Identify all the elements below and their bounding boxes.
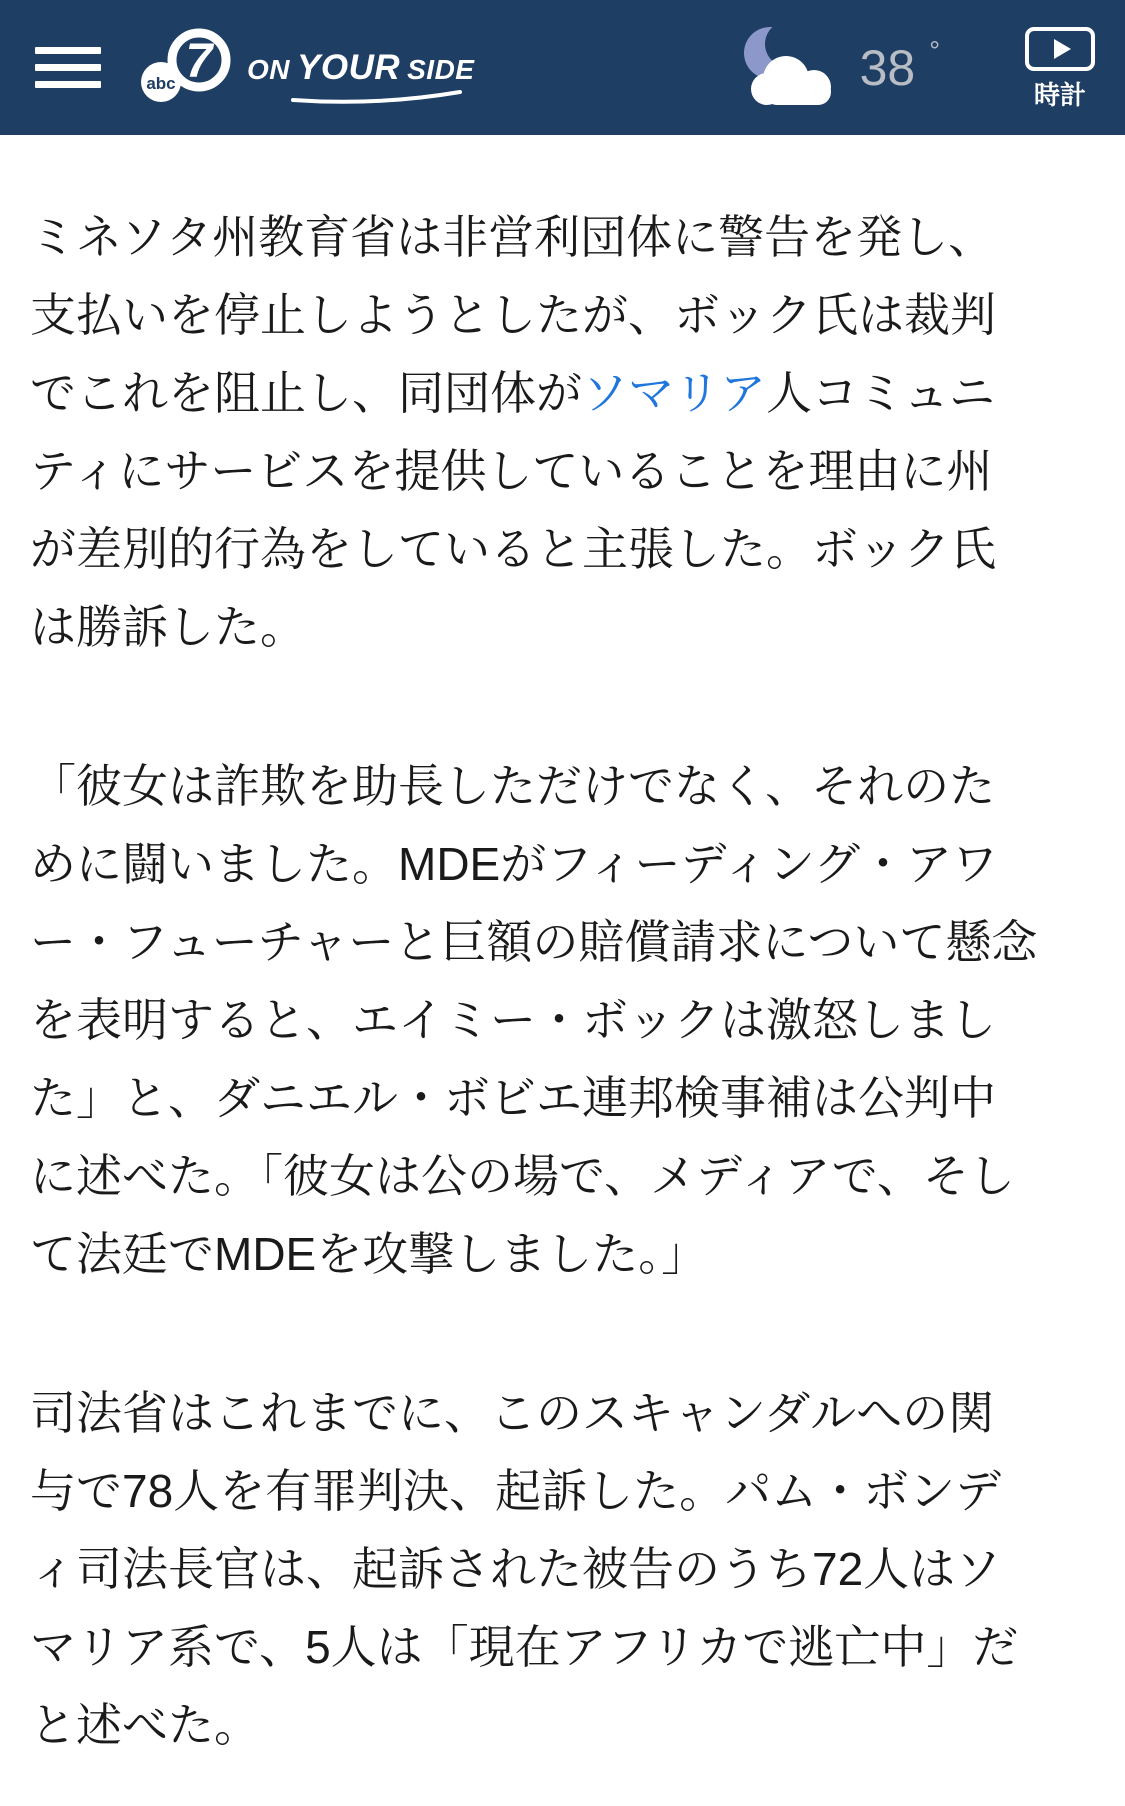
paragraph-text: 人コミュニティにサービスを提供していることを理由に州が差別的行為をしていると主張した。ボック氏は勝訴した。 — [30, 367, 996, 653]
hamburger-icon — [35, 81, 101, 88]
temperature-value: 38 — [859, 39, 916, 96]
hamburger-icon — [35, 47, 101, 54]
header-right — [734, 23, 1095, 113]
app-header — [0, 0, 1125, 135]
logo-seven: 7 — [185, 34, 213, 88]
menu-button[interactable] — [35, 47, 101, 88]
tagline-on: ON — [247, 53, 290, 85]
watch-label: 時計 — [1033, 80, 1086, 110]
weather-widget[interactable] — [734, 23, 940, 113]
abc7-circle-icon — [139, 22, 239, 114]
article-paragraph: 司法省はこれまでに、このスキャンダルへの関与で78人を有罪判決、起訴した。パム・ボンディ司法長官は、起訴された被告のうち72人はソマリア系で、5人は「現在アフリカで逃亡中」だと述べた。 — [30, 1387, 1019, 1751]
degree-symbol: ° — [929, 36, 940, 66]
abc7-logo[interactable] — [139, 22, 474, 114]
article-paragraph — [30, 198, 1038, 666]
paragraph-text: ミネソタ州教育省は非営利団体に警告を発し、支払いを停止しようとしたが、ボック氏は裁判でこれを阻止し、同団体が — [30, 211, 996, 419]
tagline-your: YOUR — [297, 47, 401, 87]
logo-abc: abc — [146, 73, 176, 93]
play-icon — [1025, 27, 1095, 71]
tagline-swoosh — [289, 90, 464, 104]
somalia-link[interactable]: ソマリア — [582, 367, 766, 419]
article-body — [0, 135, 1125, 1806]
logo-tagline — [247, 48, 474, 88]
article-paragraph: 「彼女は詐欺を助長しただけでなく、それのために闘いました。MDEがフィーディング・アワー・フューチャーと巨額の賠償請求について懸念を表明すると、エイミー・ボックは激怒しました」と、ダニエル・ボビエ連邦検事補は公判中に述べた。「彼女は公の場で、メディアで、そして法廷でMDEを攻撃しました。」 — [30, 760, 1038, 1280]
watch-button[interactable] — [1025, 27, 1095, 108]
moon-cloud-icon — [734, 23, 846, 113]
tagline-side: SIDE — [407, 53, 475, 85]
hamburger-icon — [35, 64, 101, 71]
